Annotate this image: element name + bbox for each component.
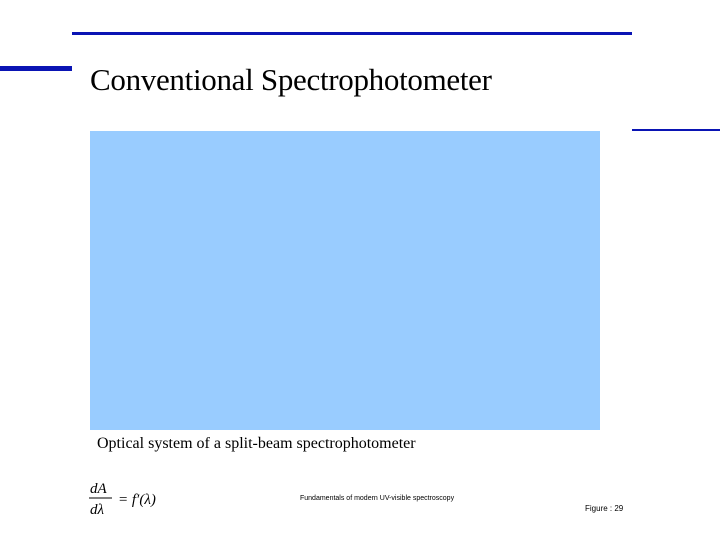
right-accent-bar xyxy=(632,129,720,131)
slide-title: Conventional Spectrophotometer xyxy=(90,62,492,97)
formula-rhs: = f′(λ) xyxy=(118,492,156,508)
figure-caption: Optical system of a split-beam spectrophotometer xyxy=(97,435,416,452)
formula-numerator: dA xyxy=(90,481,107,497)
figure-number: Figure : 29 xyxy=(585,504,624,513)
figure-placeholder xyxy=(90,131,600,430)
formula-denominator: dλ xyxy=(90,502,104,518)
left-accent-bar xyxy=(0,66,72,71)
source-note: Fundamentals of modern UV-visible spectroscopy xyxy=(300,495,455,502)
derivative-formula xyxy=(86,478,196,518)
top-divider xyxy=(72,32,632,35)
